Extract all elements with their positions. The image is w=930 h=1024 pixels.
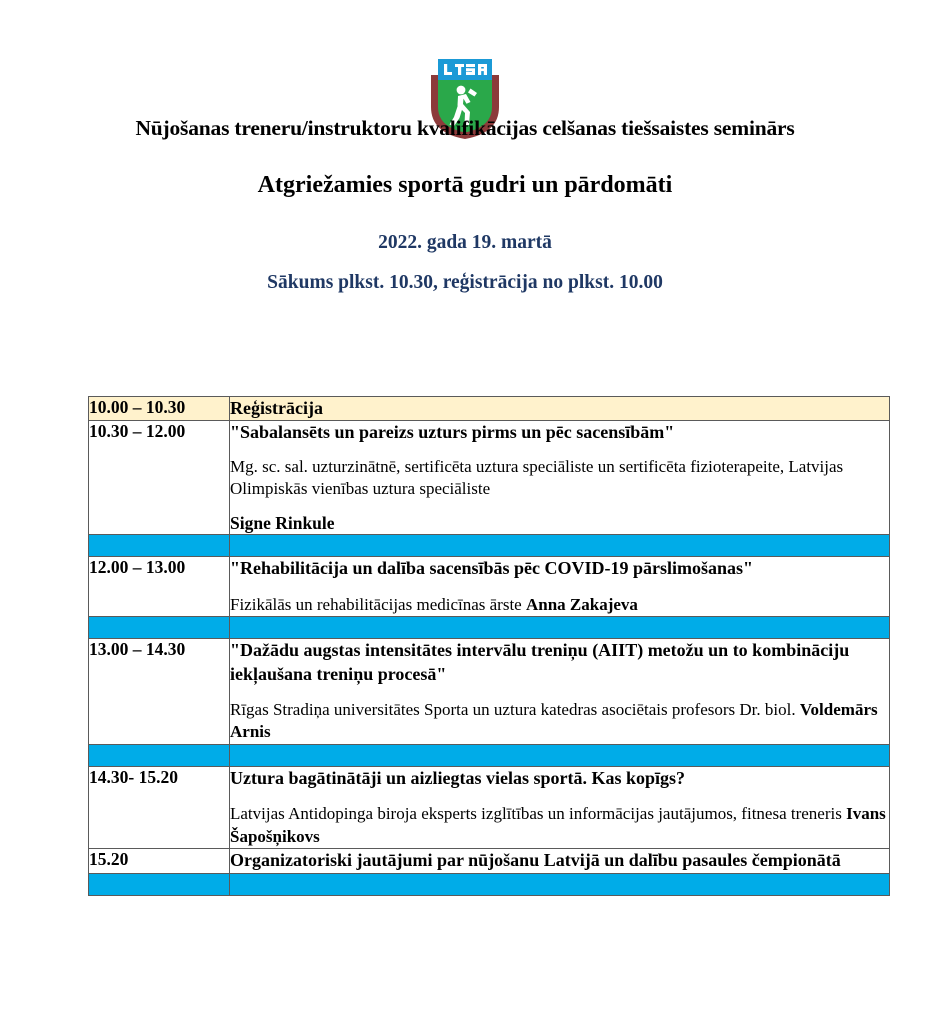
separator-time-cell	[89, 617, 230, 639]
session-time: 14.30- 15.20	[89, 766, 230, 848]
session-details-text: Latvijas Antidopinga biroja eksperts izglītības un informācijas jautājumos, fitnesa treneris	[230, 804, 847, 824]
session-title: "Sabalansēts un pareizs uzturs pirms un pēc sacensībām"	[230, 422, 675, 443]
session-time: 10.30 – 12.00	[89, 421, 230, 535]
page-title: Nūjošanas treneru/instruktoru kvalifikācijas celšanas tiešsaistes seminārs	[135, 116, 795, 140]
session-speaker-name: Signe Rinkule	[230, 512, 335, 533]
session-title: Organizatoriski jautājumi par nūjošanu Latvijā un dalību pasaules čempionātā	[230, 850, 841, 871]
event-start-time: Sākums plkst. 10.30, reģistrācija no plkst. 10.00	[267, 271, 663, 293]
table-row	[89, 397, 890, 421]
session-title: Uztura bagātinātāji un aizliegtas vielas sportā. Kas kopīgs?	[230, 767, 686, 788]
schedule-table-container	[88, 396, 890, 896]
separator-time-cell	[89, 535, 230, 557]
session-speaker-name: Ivans Šapošņikovs	[230, 804, 886, 846]
schedule-table	[88, 396, 890, 896]
session-details-text: Mg. sc. sal. uzturzinātnē, sertificēta uztura speciāliste un sertificēta fizioterapeite, Latvijas Olimpiskās vienības uztura speciāliste	[230, 456, 844, 499]
logo-container	[0, 0, 930, 92]
session-speaker-name: Anna Zakajeva	[525, 594, 638, 614]
session-speaker-name: Voldemārs Arnis	[230, 700, 878, 742]
separator-content-cell	[230, 744, 890, 766]
separator-time-cell	[89, 744, 230, 766]
session-description	[230, 397, 890, 421]
table-row	[89, 766, 890, 848]
table-row	[89, 421, 890, 535]
session-time: 12.00 – 13.00	[89, 557, 230, 617]
session-details	[230, 456, 889, 501]
session-title: "Rehabilitācija un dalība sacensībās pēc COVID-19 pārslimošanas"	[230, 558, 754, 579]
session-time: 10.00 – 10.30	[89, 397, 230, 421]
table-row	[89, 557, 890, 617]
session-details	[230, 803, 889, 848]
session-details	[230, 594, 889, 616]
session-time: 15.20	[89, 849, 230, 873]
session-details-text: Fizikālās un rehabilitācijas medicīnas ārste	[230, 594, 526, 614]
separator-content-cell	[230, 873, 890, 895]
schedule-separator-row	[89, 535, 890, 557]
table-row	[89, 849, 890, 873]
page-subtitle: Atgriežamies sportā gudri un pārdomāti	[257, 171, 673, 198]
session-description	[230, 639, 890, 745]
session-details	[230, 699, 889, 744]
separator-time-cell	[89, 873, 230, 895]
session-description	[230, 421, 890, 535]
session-title: "Dažādu augstas intensitātes intervālu treniņu (AIIT) metožu un to kombināciju iekļaušana treniņu procesā"	[230, 640, 850, 684]
session-details-text: Rīgas Stradiņa universitātes Sporta un uztura katedras asociētais profesors Dr. biol.	[230, 700, 800, 720]
separator-content-cell	[230, 535, 890, 557]
table-row	[89, 639, 890, 745]
session-title: Reģistrācija	[230, 398, 323, 418]
schedule-separator-row	[89, 617, 890, 639]
session-description	[230, 766, 890, 848]
document-header	[0, 116, 930, 294]
separator-content-cell	[230, 617, 890, 639]
session-description	[230, 557, 890, 617]
event-date: 2022. gada 19. martā	[378, 231, 552, 253]
session-time: 13.00 – 14.30	[89, 639, 230, 745]
schedule-separator-row	[89, 744, 890, 766]
session-description	[230, 849, 890, 873]
schedule-separator-row	[89, 873, 890, 895]
